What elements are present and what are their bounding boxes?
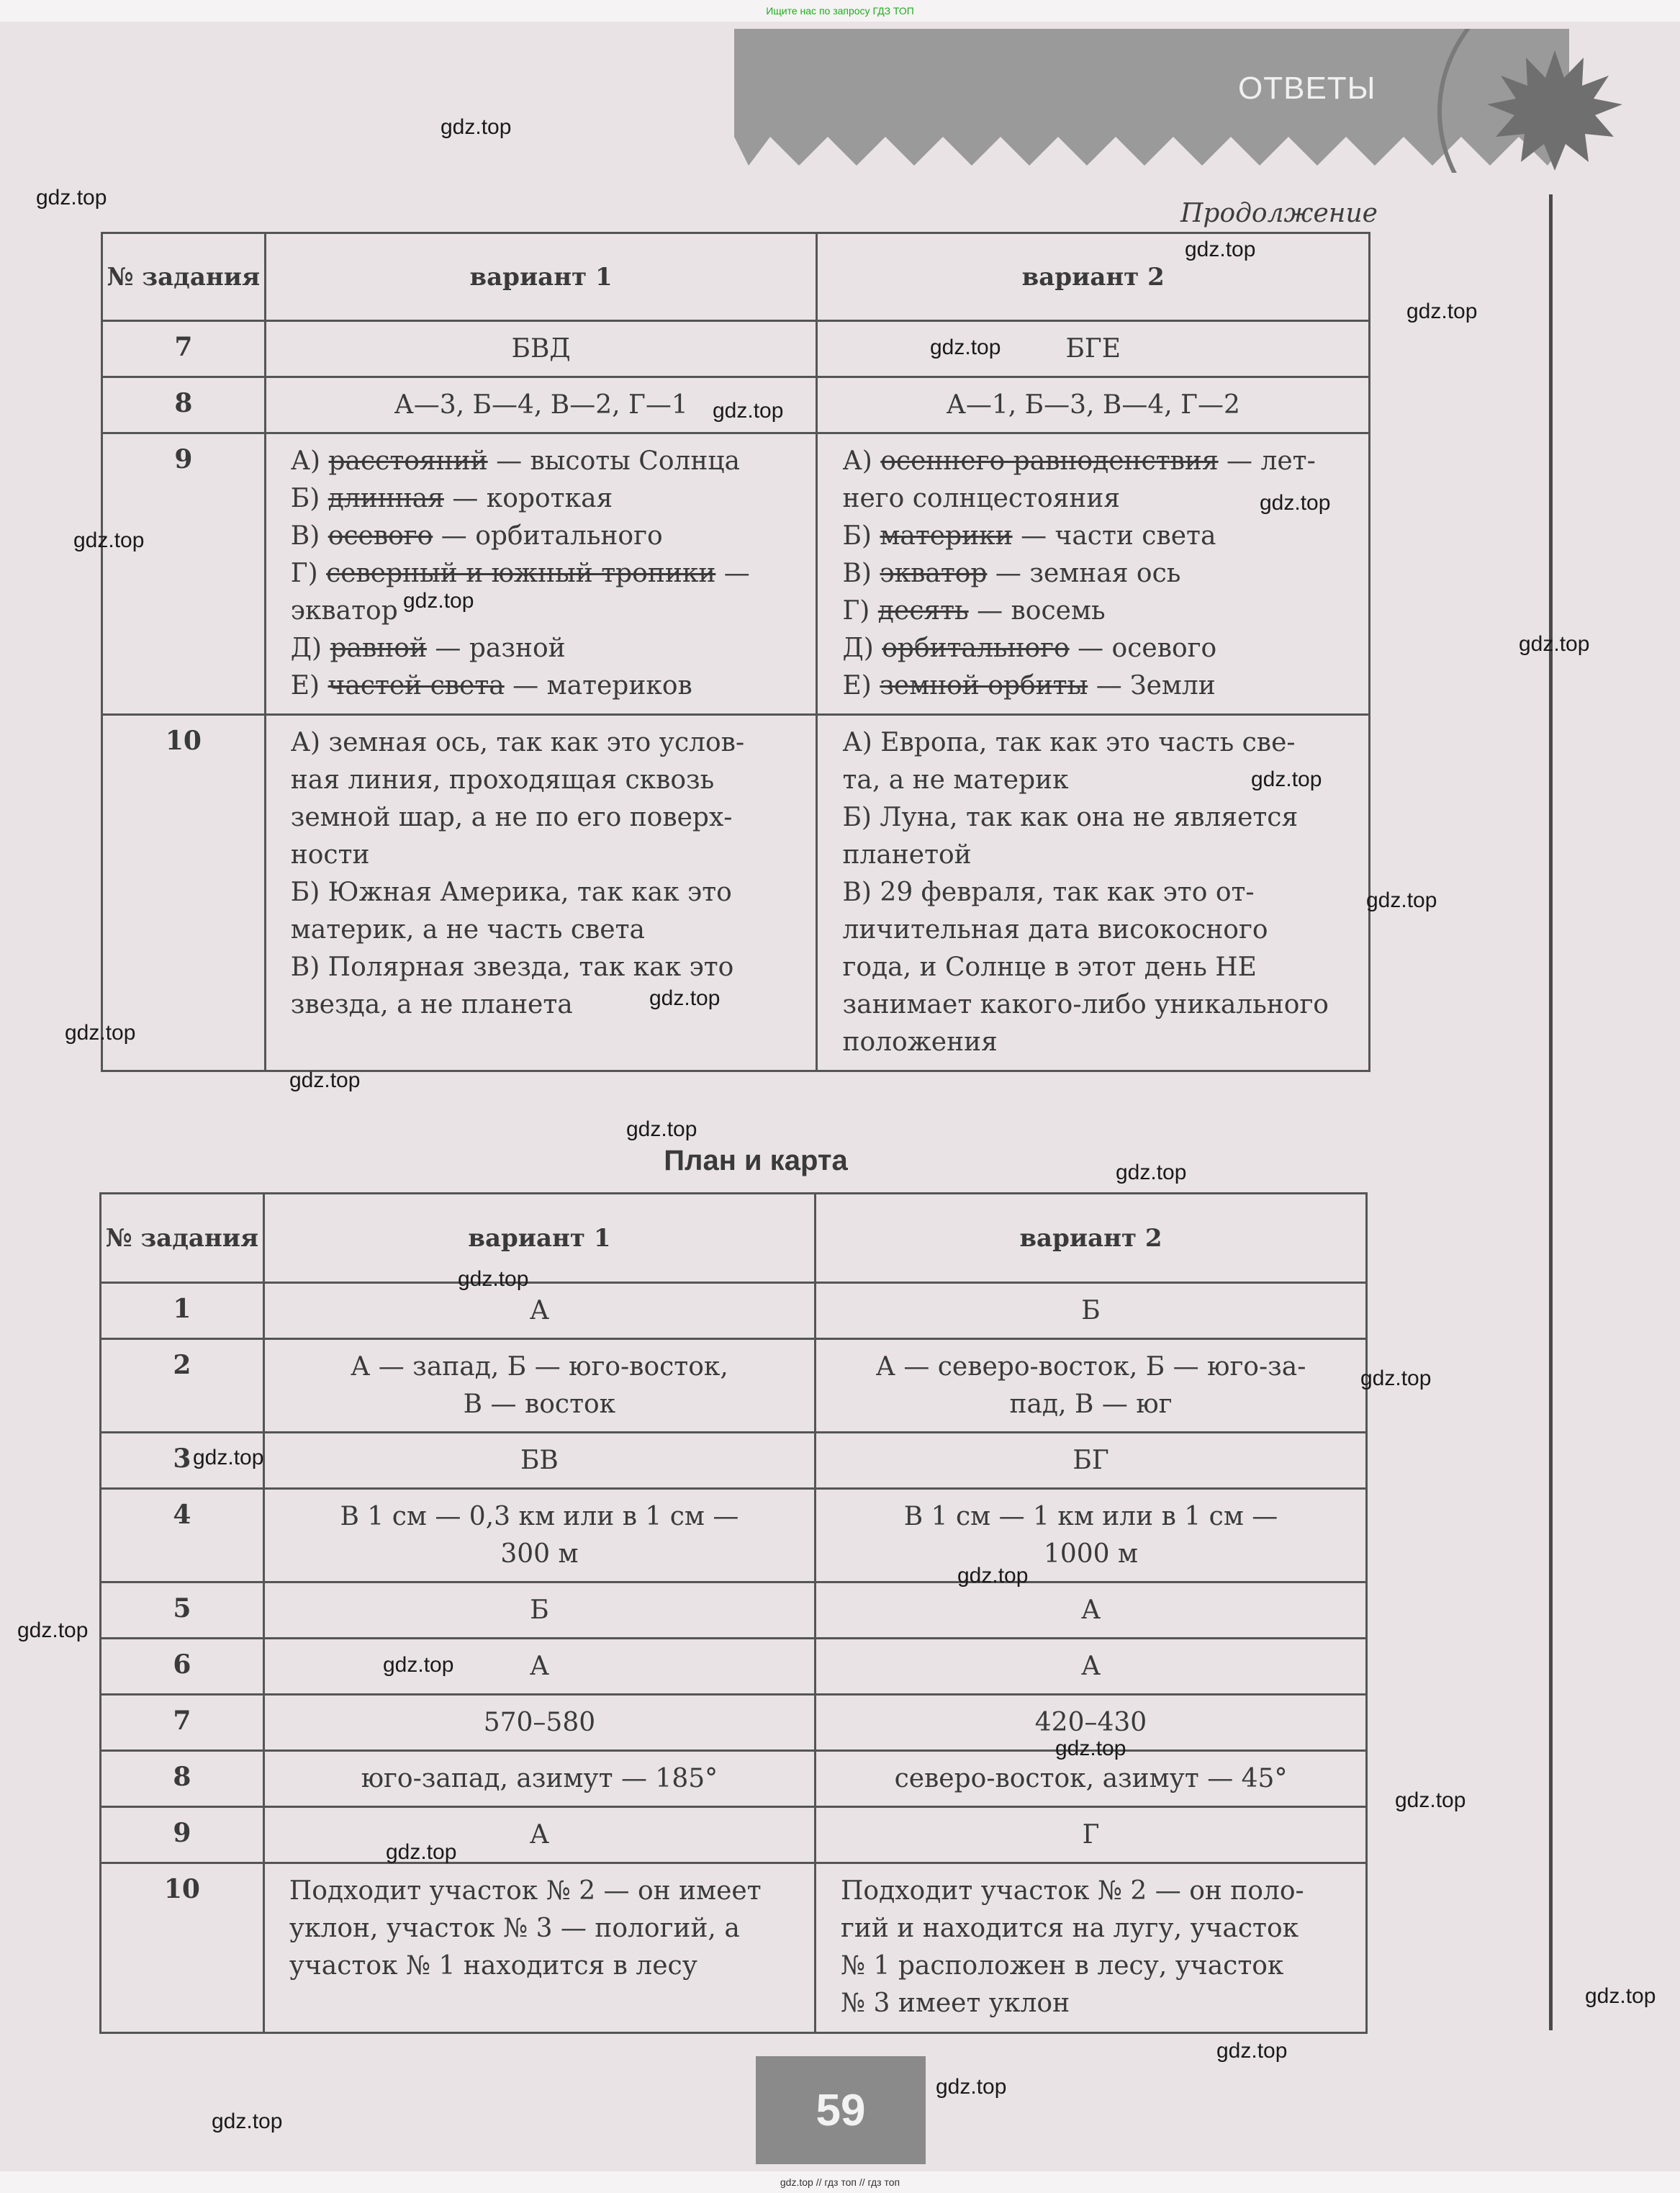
answer-line: Д) орбитального — осевого (842, 634, 1217, 663)
watermark: gdz.top (73, 528, 145, 552)
answer-variant-1 (263, 1639, 815, 1695)
answer-line: Г) десять — восемь (842, 596, 1106, 626)
table-row (102, 715, 1370, 1071)
task-number: 7 (101, 1695, 264, 1751)
watermark: gdz.top (65, 1021, 136, 1045)
header-variant-1: вариант 1 (265, 233, 817, 321)
answer-line: В) 29 февраля, так как это от- (842, 878, 1255, 907)
table-row (101, 1582, 1367, 1639)
answer-line: Б) Луна, так как она не является (842, 803, 1299, 832)
answer-variant-2 (816, 1582, 1367, 1639)
answer-line: А (1080, 1651, 1101, 1681)
task-number: 3 (101, 1433, 264, 1489)
answer-line: А (529, 1651, 550, 1681)
table-header-row (101, 1194, 1367, 1283)
task-number: 6 (101, 1639, 264, 1695)
answer-line: В) Полярная звезда, так как это (290, 953, 734, 982)
watermark: gdz.top (1260, 491, 1331, 515)
table-row (101, 1339, 1367, 1433)
answer-line: № 3 имеет уклон (841, 1989, 1070, 2018)
table-row (101, 1863, 1367, 2033)
top-banner-text[interactable]: Ищите нас по запросу ГДЗ ТОП (766, 5, 914, 17)
answer-line: БГ (1072, 1445, 1109, 1475)
answer-variant-2: А—1, Б—3, В—4, Г—2 (817, 377, 1370, 433)
header-title: ОТВЕТЫ (1238, 71, 1376, 106)
answer-line: ности (290, 840, 370, 870)
answer-line: Г (1082, 1819, 1100, 1850)
answer-variant-2 (816, 1339, 1367, 1433)
watermark: gdz.top (1585, 1984, 1656, 2008)
watermark: gdz.top (1116, 1161, 1187, 1184)
answer-line: Е) частей света — материков (290, 671, 692, 701)
answer-line: Б) Южная Америка, так как это (290, 878, 732, 907)
answer-variant-1 (263, 1582, 815, 1639)
answer-line: та, а не материк (842, 765, 1069, 795)
watermark: gdz.top (1251, 767, 1322, 791)
answer-line: БВ (520, 1445, 559, 1475)
answer-line: Подходит участок № 2 — он имеет (289, 1876, 762, 1906)
answer-line: А) осеннего равноденствия — лет- (842, 446, 1316, 476)
answer-line: пад, В — юг (1009, 1389, 1173, 1419)
answer-variant-2 (816, 1433, 1367, 1489)
top-banner[interactable] (0, 0, 1680, 22)
answer-line: Б (1081, 1295, 1101, 1325)
answer-line: Б) материки — части света (842, 521, 1216, 551)
table-header-row (102, 233, 1370, 321)
watermark: gdz.top (383, 1653, 454, 1677)
answer-line: личительная дата високосного (842, 915, 1268, 945)
section-title: План и карта (664, 1145, 848, 1176)
watermark: gdz.top (1216, 2039, 1288, 2063)
header-band (734, 29, 1680, 173)
watermark: gdz.top (930, 336, 1001, 359)
answer-line: Д) равной — разной (290, 634, 566, 663)
task-number: 2 (101, 1339, 264, 1433)
table-row (102, 433, 1370, 715)
header-variant-2: вариант 2 (817, 233, 1370, 321)
answer-line: участок № 1 находится в лесу (289, 1951, 697, 1981)
answers-table-2 (99, 1192, 1368, 2034)
answer-variant-1 (265, 433, 817, 715)
answer-line: северо-восток, азимут — 45° (894, 1763, 1288, 1793)
watermark: gdz.top (649, 986, 721, 1010)
watermark: gdz.top (936, 2075, 1007, 2099)
answer-variant-1 (263, 1339, 815, 1433)
header-task-number: № задания (101, 1194, 264, 1283)
answer-line: 300 м (500, 1539, 579, 1569)
answer-line: ная линия, проходящая сквозь (290, 765, 715, 795)
answer-line: А — северо-восток, Б — юго-за- (875, 1351, 1306, 1382)
watermark: gdz.top (626, 1117, 697, 1141)
answer-line: земной шар, а не по его поверх- (290, 803, 733, 832)
answer-line: юго-запад, азимут — 185° (361, 1763, 718, 1793)
watermark: gdz.top (1055, 1737, 1126, 1760)
watermark: gdz.top (957, 1564, 1029, 1588)
watermark: gdz.top (36, 186, 107, 210)
answer-variant-1 (263, 1433, 815, 1489)
answer-line: года, и Солнце в этот день НЕ (842, 953, 1257, 982)
answer-variant-2 (816, 1639, 1367, 1695)
watermark: gdz.top (386, 1840, 457, 1864)
table-row (101, 1433, 1367, 1489)
answer-line: В) экватор — земная ось (842, 559, 1181, 588)
watermark: gdz.top (212, 2109, 283, 2133)
answer-variant-1 (263, 1283, 815, 1339)
answer-line: А (529, 1819, 550, 1850)
answer-line: Е) земной орбиты — Земли (842, 671, 1216, 701)
answer-variant-1 (263, 1695, 815, 1751)
header-variant-2: вариант 2 (816, 1194, 1367, 1283)
header-task-number: № задания (102, 233, 266, 321)
table-row (101, 1807, 1367, 1863)
answer-line: экватор (290, 596, 398, 626)
answer-line: А (529, 1295, 550, 1325)
answer-line: Подходит участок № 2 — он поло- (841, 1876, 1304, 1906)
right-divider (1549, 194, 1553, 2030)
answer-variant-1 (263, 1489, 815, 1582)
answer-line: А) расстояний — высоты Солнца (290, 446, 740, 476)
page-number: 59 (816, 2085, 866, 2135)
task-number: 4 (101, 1489, 264, 1582)
answer-line: Г) северный и южный тропики — (290, 559, 750, 588)
answer-line: В 1 см — 0,3 км или в 1 см — (340, 1501, 739, 1531)
answer-variant-1 (263, 1751, 815, 1807)
bottom-banner[interactable] (0, 2171, 1680, 2193)
table-row (101, 1751, 1367, 1807)
task-number: 9 (102, 433, 266, 715)
answer-line: него солнцестояния (842, 484, 1121, 513)
watermark: gdz.top (1366, 888, 1437, 912)
header-variant-1: вариант 1 (263, 1194, 815, 1283)
answer-variant-1: А—3, Б—4, В—2, Г—1 (265, 377, 817, 433)
watermark: gdz.top (441, 115, 512, 139)
watermark: gdz.top (193, 1446, 264, 1469)
table-row (102, 321, 1370, 377)
watermark: gdz.top (713, 399, 784, 423)
task-number: 5 (101, 1582, 264, 1639)
answer-line: материк, а не часть света (290, 915, 645, 945)
answer-variant-1: БВД (265, 321, 817, 377)
task-number: 7 (102, 321, 266, 377)
task-number: 9 (101, 1807, 264, 1863)
table-row (101, 1489, 1367, 1582)
table-row (101, 1283, 1367, 1339)
answer-line: А (1080, 1595, 1101, 1625)
answer-line: Б (530, 1595, 549, 1625)
watermark: gdz.top (1185, 238, 1256, 261)
answer-variant-2: БГЕ (817, 321, 1370, 377)
task-number: 1 (101, 1283, 264, 1339)
page-number-box (756, 2056, 926, 2164)
watermark: gdz.top (403, 589, 474, 613)
answer-line: А — запад, Б — юго-восток, (351, 1351, 728, 1382)
watermark: gdz.top (1360, 1366, 1432, 1390)
answer-line: А) Европа, так как это часть све- (842, 728, 1296, 757)
answer-line: В) осевого — орбитального (290, 521, 663, 551)
answer-variant-1 (263, 1807, 815, 1863)
table-row (101, 1639, 1367, 1695)
watermark: gdz.top (1519, 632, 1590, 656)
watermark: gdz.top (1406, 300, 1478, 323)
task-number: 8 (102, 377, 266, 433)
answer-line: гий и находится на лугу, участок (841, 1914, 1299, 1943)
answer-variant-1 (263, 1863, 815, 2033)
answer-line: звезда, а не планета (290, 990, 573, 1019)
answer-line: Б) длинная — короткая (290, 484, 613, 513)
answer-line: занимает какого-либо уникального (842, 990, 1329, 1019)
answer-variant-2 (816, 1283, 1367, 1339)
answer-line: В 1 см — 1 км или в 1 см — (903, 1501, 1278, 1531)
watermark: gdz.top (289, 1068, 361, 1092)
watermark: gdz.top (1395, 1788, 1466, 1812)
watermark: gdz.top (458, 1267, 529, 1291)
answer-variant-2 (817, 433, 1370, 715)
answer-line: В — восток (463, 1389, 616, 1419)
task-number: 10 (101, 1863, 264, 2033)
answer-variant-2 (816, 1489, 1367, 1582)
answer-line: положения (842, 1027, 998, 1057)
answer-line: 420–430 (1034, 1707, 1147, 1737)
answers-table-1 (101, 232, 1370, 1072)
answer-line: № 1 расположен в лесу, участок (841, 1951, 1284, 1981)
table-row (101, 1695, 1367, 1751)
task-number: 8 (101, 1751, 264, 1807)
answer-line: А) земная ось, так как это услов- (290, 728, 745, 757)
answer-variant-2 (816, 1863, 1367, 2033)
answer-variant-1 (265, 715, 817, 1071)
answer-variant-2 (816, 1807, 1367, 1863)
answer-line: планетой (842, 840, 972, 870)
watermark: gdz.top (17, 1618, 89, 1642)
answer-line: уклон, участок № 3 — пологий, а (289, 1914, 740, 1943)
task-number: 10 (102, 715, 266, 1071)
answer-line: 1000 м (1043, 1539, 1139, 1569)
answer-line: 570–580 (483, 1707, 596, 1737)
bottom-banner-text[interactable]: gdz.top // гдз топ // гдз топ (780, 2176, 900, 2188)
continuation-label: Продолжение (1180, 199, 1378, 228)
